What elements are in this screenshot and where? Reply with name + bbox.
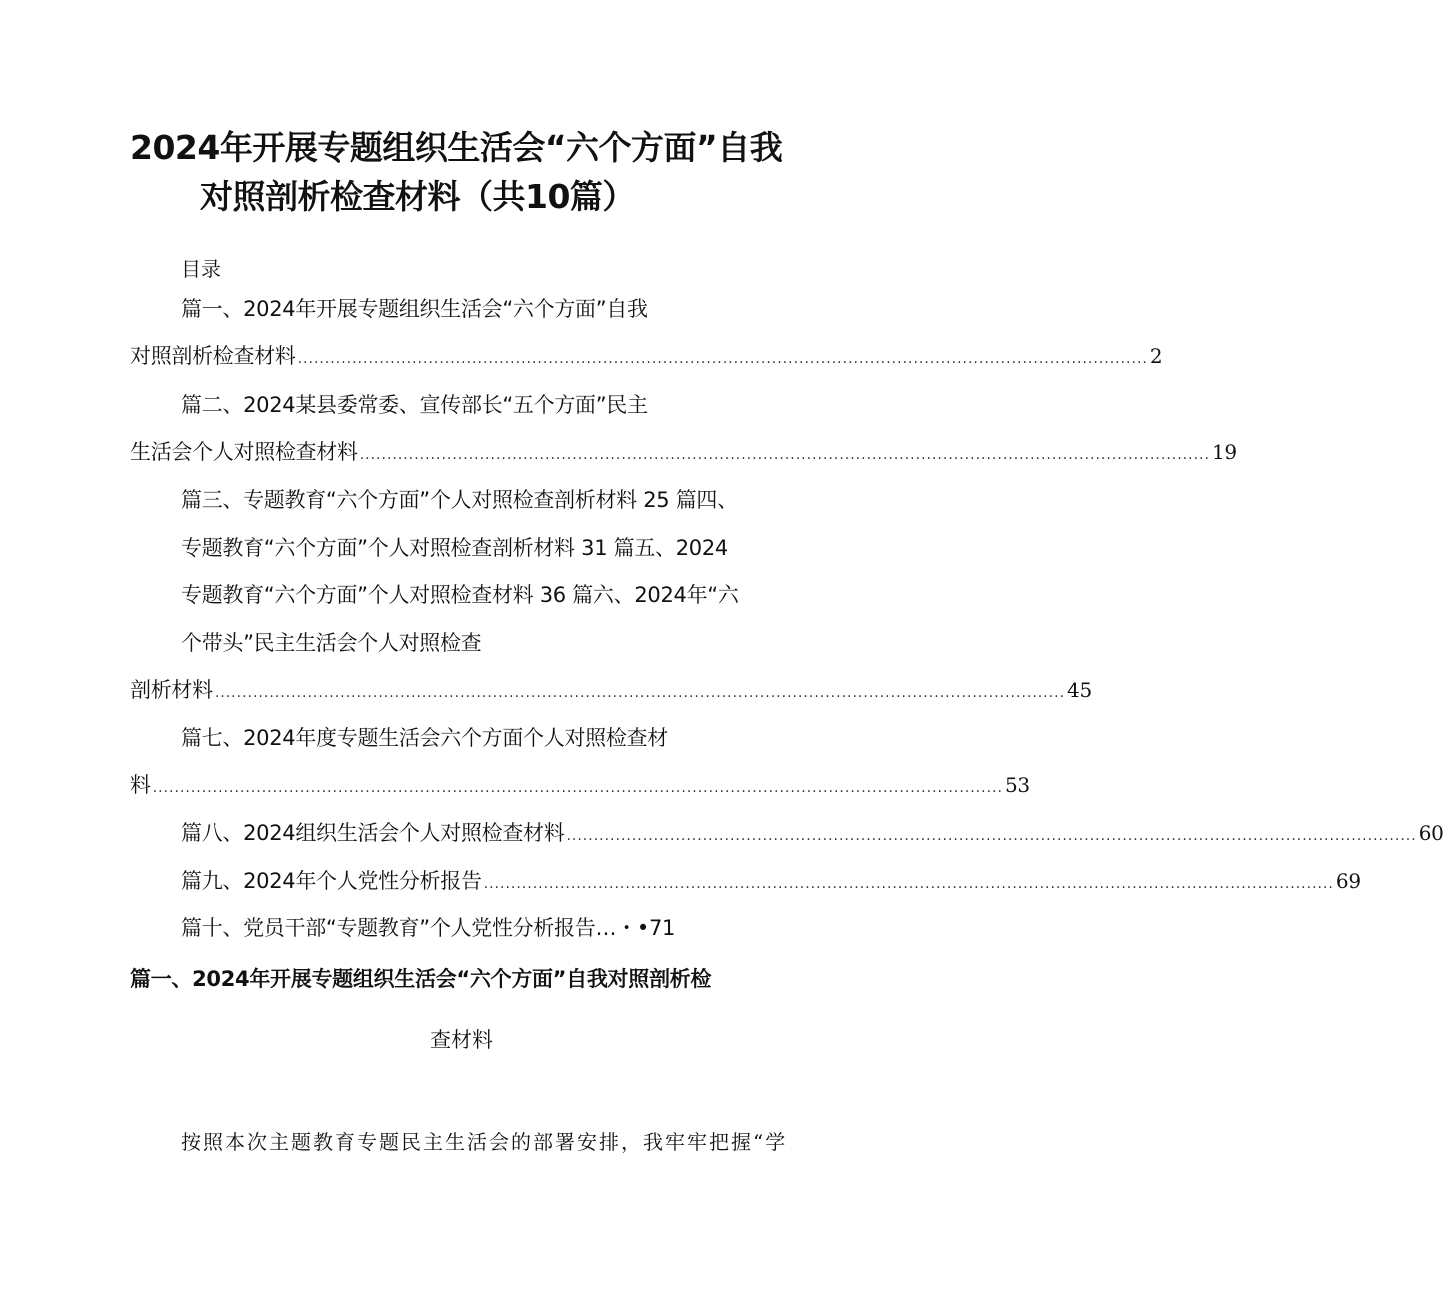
toc-item-2-entry	[130, 440, 1237, 464]
toc-paragraph-line-3: 专题教育“六个方面”个人对照检查材料 36 篇六、2024年“六	[181, 583, 739, 607]
toc-item-6-entry	[130, 678, 1092, 702]
toc-item-9-text: 篇九、2024年个人党性分析报告	[181, 869, 482, 893]
document-title-line-1: 2024年开展专题组织生活会“六个方面”自我	[130, 128, 783, 167]
toc-item-9-page: 69	[1335, 869, 1361, 893]
toc-item-2-page: 19	[1211, 440, 1237, 464]
toc-item-8-page: 60	[1418, 821, 1444, 845]
section-heading-line-1: 篇一、2024年开展专题组织生活会“六个方面”自我对照剖析检	[130, 967, 712, 991]
toc-leader-dots: ............................................................................................................................................................	[566, 828, 1417, 844]
document-title-line-2: 对照剖析检查材料（共10篇）	[200, 177, 635, 216]
toc-item-1-line-1: 篇一、2024年开展专题组织生活会“六个方面”自我	[181, 297, 648, 321]
toc-paragraph-line-4: 个带头”民主生活会个人对照检查	[181, 631, 482, 655]
toc-leader-dots: ............................................................................................................................................................	[483, 876, 1334, 892]
toc-item-7-entry	[130, 773, 1030, 797]
toc-item-2-line-2: 生活会个人对照检查材料	[130, 440, 358, 464]
toc-item-1-line-2: 对照剖析检查材料	[130, 344, 296, 368]
toc-item-2-line-1: 篇二、2024某县委常委、宣传部长“五个方面”民主	[181, 393, 648, 417]
toc-item-8-entry	[181, 821, 1444, 845]
section-heading-line-2: 查材料	[430, 1028, 493, 1052]
toc-label: 目录	[181, 257, 221, 281]
toc-leader-dots: ............................................................................................................................................................	[152, 780, 1003, 796]
toc-item-6-page: 45	[1067, 678, 1092, 702]
toc-item-8-text: 篇八、2024组织生活会个人对照检查材料	[181, 821, 565, 845]
toc-item-7-line-1: 篇七、2024年度专题生活会六个方面个人对照检查材	[181, 726, 668, 750]
toc-item-7-line-2: 料	[130, 773, 151, 797]
toc-paragraph-line-2: 专题教育“六个方面”个人对照检查剖析材料 31 篇五、2024	[181, 536, 728, 560]
toc-item-1-entry	[130, 344, 1163, 368]
toc-leader-dots: ............................................................................................................................................................	[297, 351, 1148, 367]
toc-item-10-text: 篇十、党员干部“专题教育”个人党性分析报告…・•71	[181, 916, 676, 940]
toc-paragraph-line-1: 篇三、专题教育“六个方面”个人对照检查剖析材料 25 篇四、	[181, 488, 738, 512]
toc-leader-dots: ............................................................................................................................................................	[214, 685, 1066, 701]
toc-item-6-line-2: 剖析材料	[130, 678, 213, 702]
toc-item-1-page: 2	[1149, 344, 1163, 368]
body-paragraph: 按照本次主题教育专题民主生活会的部署安排，我牢牢把握“学	[181, 1130, 788, 1154]
toc-item-9-entry	[181, 869, 1361, 893]
toc-leader-dots: ............................................................................................................................................................	[359, 447, 1210, 463]
toc-item-7-page: 53	[1004, 773, 1030, 797]
